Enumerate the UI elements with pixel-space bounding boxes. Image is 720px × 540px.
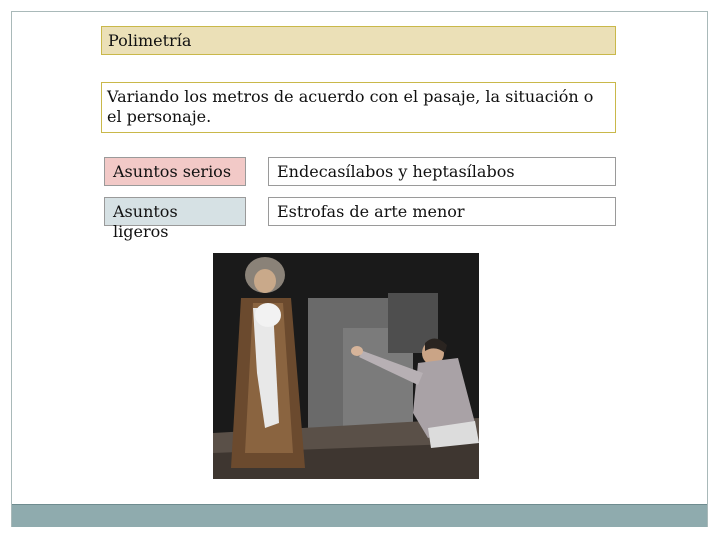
value-light-topics (268, 197, 616, 226)
value-serious-text: Endecasílabos y heptasílabos (277, 162, 515, 181)
value-light-text: Estrofas de arte menor (277, 202, 465, 221)
slide-description (101, 82, 616, 133)
slide-title (101, 26, 616, 55)
label-serious-text: Asuntos serios (113, 162, 232, 181)
theater-stage-illustration (213, 253, 479, 479)
value-serious-topics (268, 157, 616, 186)
slide-description-text: Variando los metros de acuerdo con el pasaje, la situación o el personaje. (107, 87, 594, 126)
label-light-text: Asuntos ligeros (113, 202, 178, 241)
label-light-topics (104, 197, 246, 241)
theater-stage-photo (213, 253, 479, 479)
label-serious-topics (104, 157, 246, 186)
slide-title-text: Polimetría (108, 31, 192, 50)
bottom-bar (12, 504, 707, 527)
